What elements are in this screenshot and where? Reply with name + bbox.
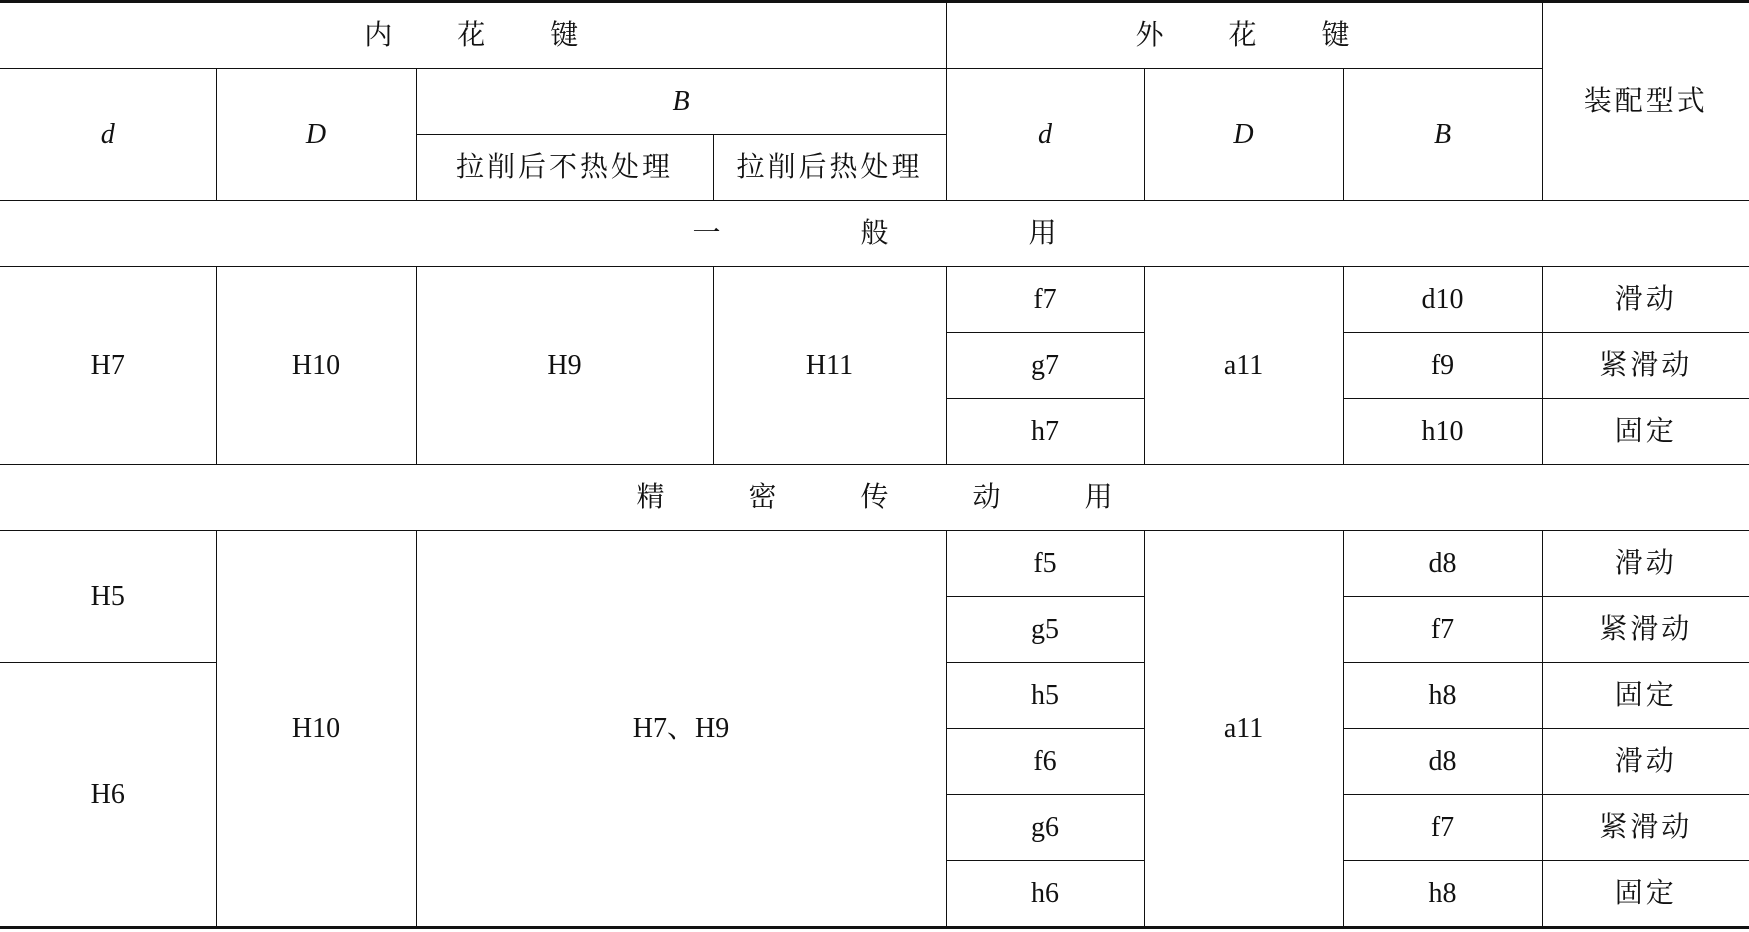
general-inner-B-no-heat: H9 [416,267,713,465]
precision-outer-d: h6 [946,861,1144,928]
internal-spline-header: 内 花 键 [0,2,946,69]
general-fit: 紧滑动 [1542,333,1749,399]
precision-inner-D: H10 [216,531,416,928]
general-inner-d: H7 [0,267,216,465]
no-heat-treatment-header: 拉削后不热处理 [416,135,713,201]
general-outer-B: h10 [1343,399,1542,465]
outer-B-header: B [1343,69,1542,201]
fit-type-header: 装配型式 [1542,2,1749,201]
general-inner-B-heat: H11 [713,267,946,465]
precision-outer-B: d8 [1343,729,1542,795]
external-spline-header: 外 花 键 [946,2,1542,69]
precision-fit: 固定 [1542,663,1749,729]
general-outer-B: f9 [1343,333,1542,399]
precision-fit: 固定 [1542,861,1749,928]
precision-outer-D: a11 [1144,531,1343,928]
section-precision-row [0,465,1749,531]
header-row-1 [0,2,1749,69]
general-outer-B: d10 [1343,267,1542,333]
table-row [0,531,1749,597]
heat-treatment-header: 拉削后热处理 [713,135,946,201]
outer-d-header: d [946,69,1144,201]
precision-inner-B: H7、H9 [416,531,946,928]
precision-outer-B: f7 [1343,795,1542,861]
precision-outer-d: f6 [946,729,1144,795]
inner-d-header: d [0,69,216,201]
header-row-2 [0,69,1749,135]
precision-fit: 滑动 [1542,729,1749,795]
inner-D-header: D [216,69,416,201]
general-outer-d: h7 [946,399,1144,465]
section-general-label: 一 般 用 [0,201,1749,267]
general-outer-D: a11 [1144,267,1343,465]
precision-inner-d: H5 [0,531,216,663]
precision-outer-d: f5 [946,531,1144,597]
precision-outer-d: g6 [946,795,1144,861]
precision-outer-B: f7 [1343,597,1542,663]
precision-fit: 紧滑动 [1542,597,1749,663]
precision-outer-d: g5 [946,597,1144,663]
general-outer-d: f7 [946,267,1144,333]
general-fit: 滑动 [1542,267,1749,333]
general-outer-d: g7 [946,333,1144,399]
precision-fit: 滑动 [1542,531,1749,597]
section-general-row [0,201,1749,267]
precision-outer-B: d8 [1343,531,1542,597]
general-inner-D: H10 [216,267,416,465]
precision-outer-d: h5 [946,663,1144,729]
precision-outer-B: h8 [1343,663,1542,729]
table-row [0,267,1749,333]
precision-fit: 紧滑动 [1542,795,1749,861]
precision-inner-d: H6 [0,663,216,928]
outer-D-header: D [1144,69,1343,201]
general-fit: 固定 [1542,399,1749,465]
section-precision-label: 精 密 传 动 用 [0,465,1749,531]
inner-B-header: B [416,69,946,135]
precision-outer-B: h8 [1343,861,1542,928]
